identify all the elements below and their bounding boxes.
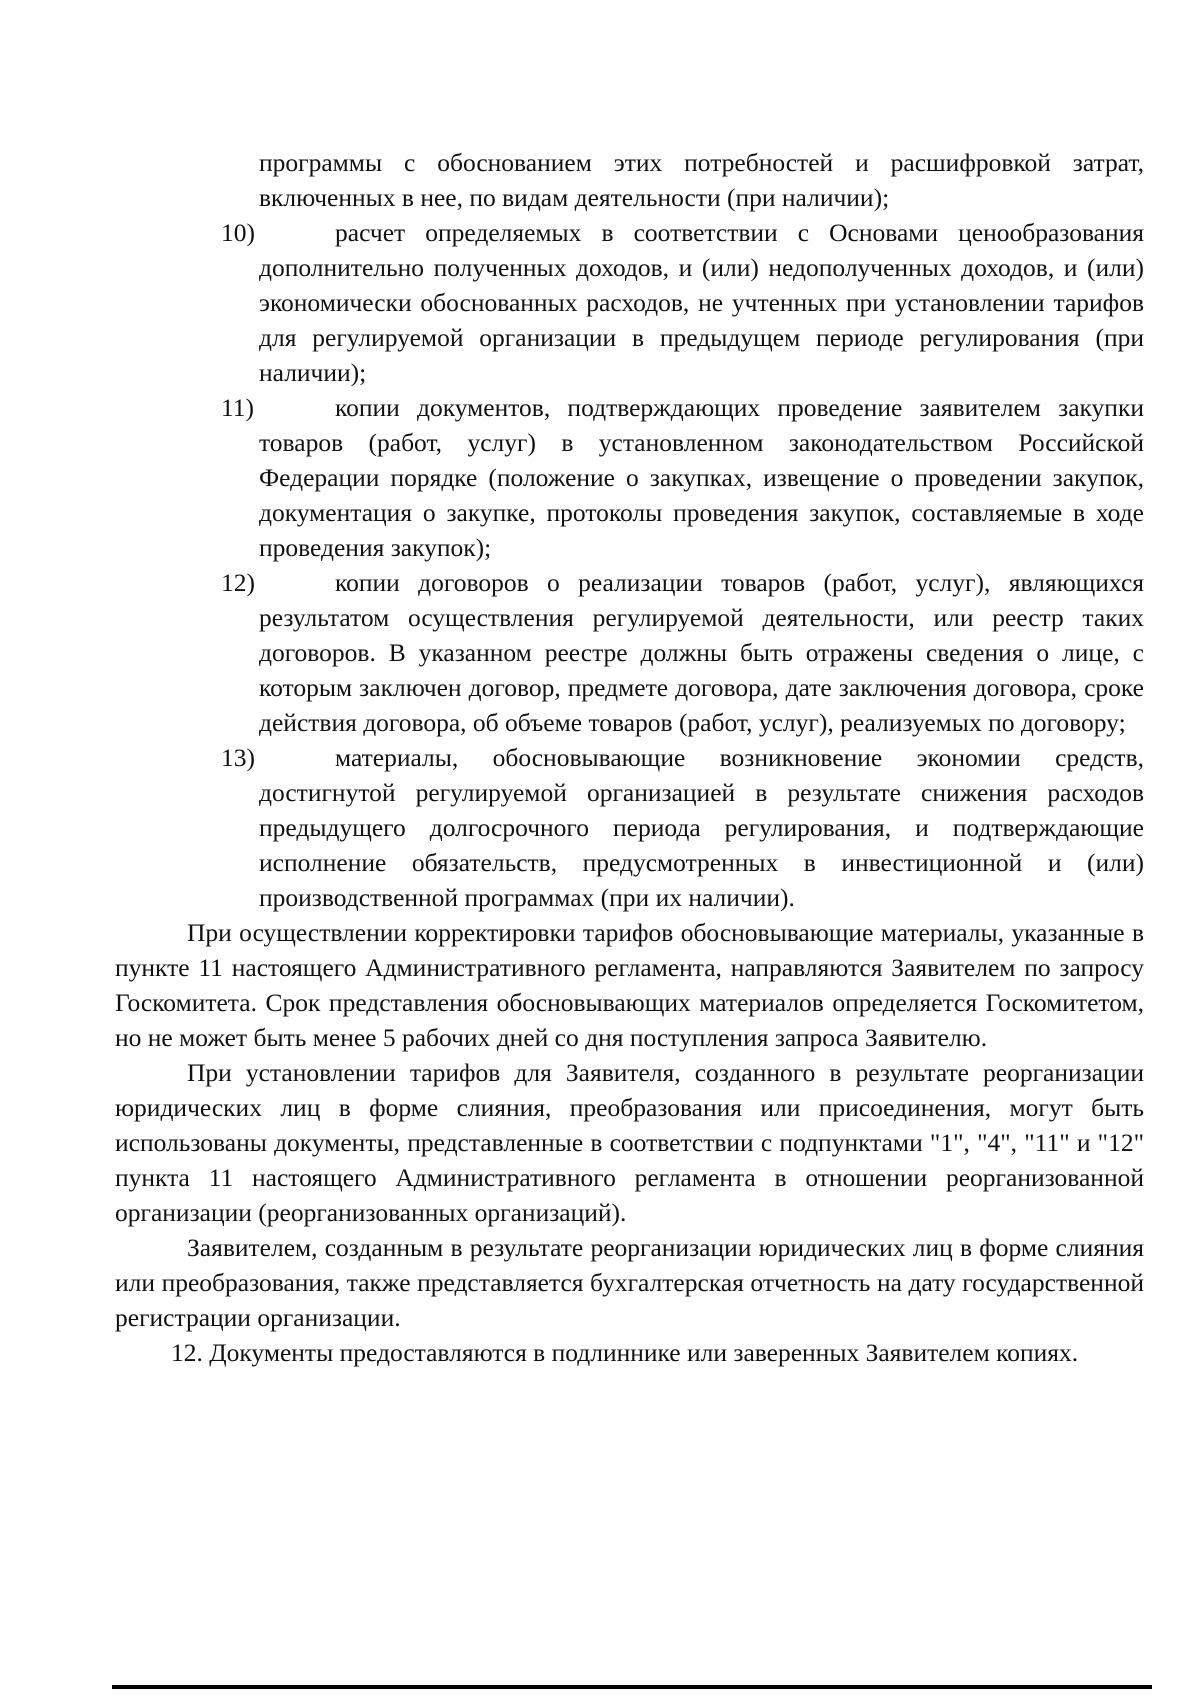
item-number: 13) xyxy=(221,743,255,772)
item-text: материалы, обосновывающие возникновение экономии средств, достигнутой регулируемой организацией в результате снижения расходов предыдущего долгосрочного периода регулирования, и подтверждающие исполнение обязательств, предусмотренных в инвестиционной и (или) производственной программах (при их наличии). xyxy=(259,743,1144,912)
item-number: 10) xyxy=(221,218,255,247)
document-body xyxy=(115,145,1144,1370)
item-text: расчет определяемых в соответствии с Основами ценообразования дополнительно полученных доходов, и (или) недополученных доходов, и (или) экономически обоснованных расходов, не учтенных при установлении тарифов для регулируемой организации в предыдущем периоде регулирования (при наличии); xyxy=(259,218,1144,387)
list-item-12 xyxy=(221,565,1144,740)
paragraph-reorganization: При установлении тарифов для Заявителя, созданного в результате реорганизации юридических лиц в форме слияния, преобразования или присоединения, могут быть использованы документы, представленные в соответствии с подпунктами "1", "4", "11" и "12" пункта 11 настоящего Административного регламента в отношении реорганизованной организации (реорганизованных организаций). xyxy=(115,1058,1144,1227)
item-number: 12) xyxy=(221,568,255,597)
continuation-text: программы с обоснованием этих потребностей и расшифровкой затрат, включенных в нее, по видам деятельности (при наличии); xyxy=(259,148,1144,212)
clause-12: 12. Документы предоставляются в подлиннике или заверенных Заявителем копиях. xyxy=(171,1338,1079,1367)
list-item-13 xyxy=(221,740,1144,915)
item-text: копии договоров о реализации товаров (работ, услуг), являющихся результатом осуществления регулируемой деятельности, или реестр таких договоров. В указанном реестре должны быть отражены сведения о лице, с которым заключен договор, предмете договора, дате заключения договора, сроке действия договора, об объеме товаров (работ, услуг), реализуемых по договору; xyxy=(259,568,1144,737)
paragraph-tariff-adjustment: При осуществлении корректировки тарифов обосновывающие материалы, указанные в пункте 11 настоящего Административного регламента, направляются Заявителем по запросу Госкомитета. Срок представления обосновывающих материалов определяется Госкомитетом, но не может быть менее 5 рабочих дней со дня поступления запроса Заявителю. xyxy=(115,918,1144,1052)
list-item-11 xyxy=(221,390,1144,565)
list-item-10 xyxy=(221,215,1144,390)
item-number: 11) xyxy=(221,393,255,422)
item-text: копии документов, подтверждающих проведение заявителем закупки товаров (работ, услуг) в установленном законодательством Российской Федерации порядке (положение о закупках, извещение о проведении закупок, документация о закупке, протоколы проведения закупок, составляемые в ходе проведения закупок); xyxy=(259,393,1144,562)
paragraph-accounting-statements: Заявителем, созданным в результате реорганизации юридических лиц в форме слияния или преобразования, также представляется бухгалтерская отчетность на дату государственной регистрации организации. xyxy=(115,1233,1144,1332)
page-bottom-rule xyxy=(112,1685,1152,1689)
list-item-continuation xyxy=(259,145,1144,215)
